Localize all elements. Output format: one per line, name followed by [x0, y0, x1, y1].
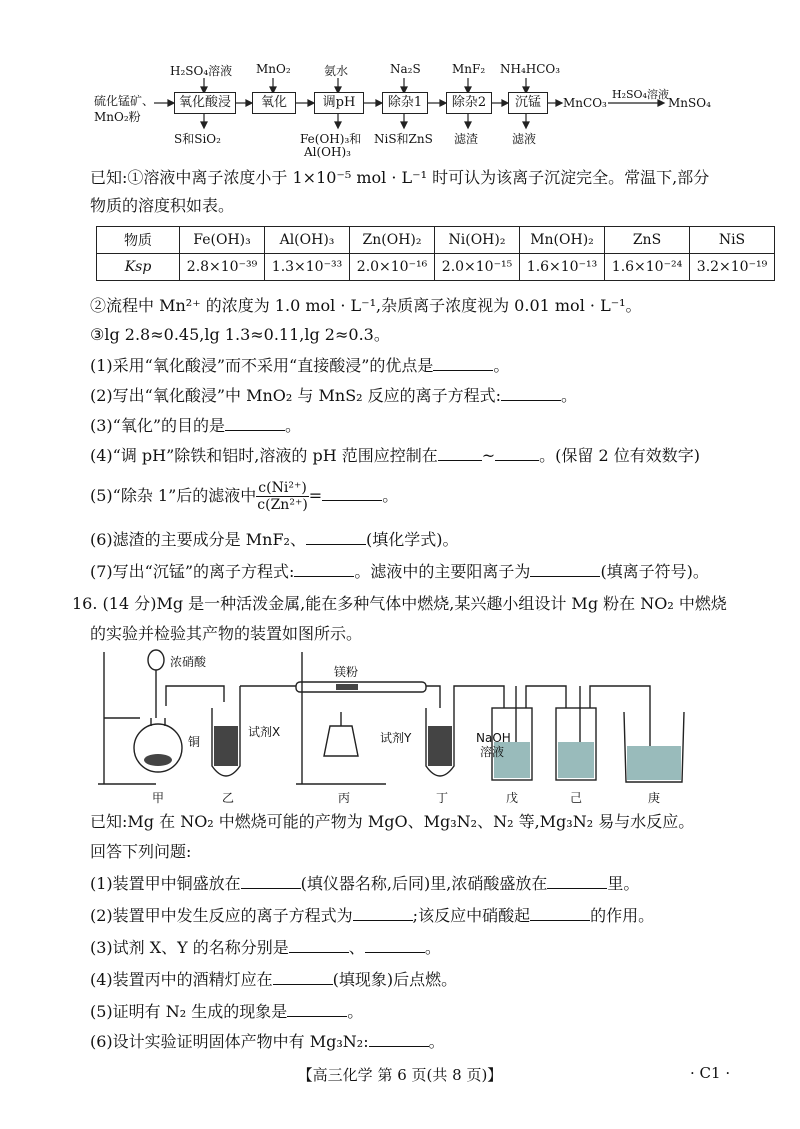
q16-5: (5)证明有 N₂ 生成的现象是 。 [90, 1002, 364, 1021]
label-yi: 乙 [222, 791, 235, 805]
q16-4: (4)装置丙中的酒精灯应在 (填现象)后点燃。 [90, 970, 458, 989]
table-row [97, 254, 775, 281]
mg-powder [336, 684, 358, 690]
label-reagent-x: 试剂X [248, 725, 281, 739]
flow-input-5: MnF₂ [452, 62, 486, 76]
answer-blank[interactable] [365, 938, 425, 953]
label-solution: 溶液 [480, 745, 505, 759]
table-header: 物质 [97, 227, 180, 254]
answer-blank[interactable] [289, 938, 349, 953]
answer-blank[interactable] [294, 562, 354, 577]
q15-1: (1)采用“氧化酸浸”而不采用“直接酸浸”的优点是 。 [90, 356, 510, 375]
q15-3: (3)“氧化”的目的是 。 [90, 416, 302, 435]
flow-input-2: MnO₂ [256, 62, 291, 76]
table-header: NiS [690, 227, 775, 254]
table-cell: 1.6×10⁻¹³ [520, 254, 605, 281]
q16-6: (6)设计实验证明固体产物中有 Mg₃N₂: 。 [90, 1032, 445, 1051]
label-naoh: NaOH [476, 731, 511, 745]
label-copper: 铜 [188, 735, 201, 749]
label-mg-powder: 镁粉 [334, 665, 359, 679]
flow-input-6: NH₄HCO₃ [500, 62, 561, 76]
known-2: ②流程中 Mn²⁺ 的浓度为 1.0 mol · L⁻¹,杂质离子浓度视为 0.01 mol · L⁻¹。 [90, 296, 642, 315]
answer-blank[interactable] [287, 1002, 347, 1017]
answer-blank[interactable] [225, 416, 285, 431]
flow-input-1: H₂SO₄溶液 [170, 64, 233, 78]
answer-blank[interactable] [530, 906, 590, 921]
apparatus-diagram [96, 646, 716, 806]
page-code: · C1 · [690, 1064, 731, 1082]
label-jia: 甲 [152, 791, 165, 805]
known-3: ③lg 2.8≈0.45,lg 1.3≈0.11,lg 2≈0.3。 [90, 325, 390, 344]
q16-known: 已知:Mg 在 NO₂ 中燃烧可能的产物为 MgO、Mg₃N₂、N₂ 等,Mg₃N₂ 易与水反应。 [90, 812, 695, 831]
flow-output-1: S和SiO₂ [174, 132, 221, 146]
table-cell: 1.6×10⁻²⁴ [605, 254, 690, 281]
label-ji: 己 [570, 791, 583, 805]
table-cell: 3.2×10⁻¹⁹ [690, 254, 775, 281]
flow-step-purify2: 除杂2 [446, 92, 492, 114]
label-ding: 丁 [436, 791, 449, 805]
flow-output-6: 滤液 [512, 132, 537, 146]
flow-output-3b: Al(OH)₃ [304, 145, 351, 159]
table-header: Zn(OH)₂ [350, 227, 435, 254]
alcohol-lamp [324, 726, 358, 756]
label-wu: 戊 [506, 791, 519, 805]
q16-2: (2)装置甲中发生反应的离子方程式为 ;该反应中硝酸起 的作用。 [90, 906, 655, 925]
table-header-row [97, 227, 775, 254]
table-header: Al(OH)₃ [265, 227, 350, 254]
flow-start-line1: 硫化锰矿、 [94, 94, 155, 108]
flow-product1: MnCO₃ [563, 96, 607, 110]
label-bing: 丙 [338, 791, 351, 805]
flow-step-purify1: 除杂1 [382, 92, 428, 114]
answer-blank[interactable] [438, 446, 482, 461]
page-footer: 【高三化学 第 6 页(共 8 页)】 [297, 1066, 503, 1084]
q15-4: (4)“调 pH”除铁和铝时,溶液的 pH 范围应控制在 ~ 。(保留 2 位有效数字) [90, 446, 701, 465]
table-cell: 2.0×10⁻¹⁶ [350, 254, 435, 281]
flow-step-oxidize: 氧化 [252, 92, 296, 114]
answer-blank[interactable] [273, 970, 333, 985]
table-cell: 2.0×10⁻¹⁵ [435, 254, 520, 281]
answer-blank[interactable] [495, 446, 539, 461]
answer-blank[interactable] [322, 486, 382, 501]
q15-7: (7)写出“沉锰”的离子方程式: 。滤液中的主要阳离子为 (填离子符号)。 [90, 562, 709, 581]
solution-ji [558, 742, 594, 778]
answer-blank[interactable] [369, 1032, 429, 1047]
flow-output-5: 滤渣 [454, 132, 479, 146]
flow-start-line2: MnO₂粉 [94, 110, 141, 124]
copper-pieces [144, 754, 172, 766]
table-header: Ni(OH)₂ [435, 227, 520, 254]
label-reagent-y: 试剂Y [380, 731, 412, 745]
known-1a: 已知:①溶液中离子浓度小于 1×10⁻⁵ mol · L⁻¹ 时可认为该离子沉淀完全。常温下,部分 [90, 168, 710, 187]
answer-blank[interactable] [501, 386, 561, 401]
q16-3: (3)试剂 X、Y 的名称分别是 、 。 [90, 938, 441, 957]
table-cell: 1.3×10⁻³³ [265, 254, 350, 281]
flow-product2: MnSO₄ [668, 96, 711, 110]
table-cell: 2.8×10⁻³⁹ [180, 254, 265, 281]
answer-blank[interactable] [353, 906, 413, 921]
flow-step-oxidative-leach: 氧化酸浸 [174, 92, 236, 114]
label-geng: 庚 [648, 791, 661, 805]
q16-intro-b: 的实验并检验其产物的装置如图所示。 [90, 624, 363, 643]
q15-2: (2)写出“氧化酸浸”中 MnO₂ 与 MnS₂ 反应的离子方程式: 。 [90, 386, 578, 405]
flow-input-4: Na₂S [390, 62, 421, 76]
label-conc-nitric: 浓硝酸 [170, 655, 207, 669]
solution-geng [627, 746, 681, 780]
answer-blank[interactable] [306, 530, 366, 545]
separatory-funnel [148, 650, 164, 670]
reagent-x-fill [214, 726, 238, 766]
q16-1: (1)装置甲中铜盛放在 (填仪器名称,后同)里,浓硝酸盛放在 里。 [90, 874, 640, 893]
combustion-tube [296, 682, 426, 692]
q16-answer-prompt: 回答下列问题: [90, 842, 192, 861]
table-row-label: Ksp [97, 254, 180, 281]
answer-blank[interactable] [547, 874, 607, 889]
answer-blank[interactable] [433, 356, 493, 371]
answer-blank[interactable] [530, 562, 600, 577]
q15-6: (6)滤渣的主要成分是 MnF₂、 (填化学式)。 [90, 530, 459, 549]
flow-step-adjust-ph: 调pH [314, 92, 364, 114]
flow-step-precipitate-mn: 沉锰 [508, 92, 548, 114]
table-header: Fe(OH)₃ [180, 227, 265, 254]
table-header: ZnS [605, 227, 690, 254]
ksp-table [96, 226, 775, 281]
answer-blank[interactable] [241, 874, 301, 889]
flow-output-4: NiS和ZnS [374, 132, 433, 146]
fraction: $\frac{\text{c(Ni²⁺)}}{\text{c(Zn²⁺)}}$ [257, 480, 308, 513]
flow-input-3: 氨水 [324, 64, 349, 78]
reagent-y-fill [428, 726, 452, 766]
flow-arrow-reagent: H₂SO₄溶液 [612, 88, 669, 101]
table-header: Mn(OH)₂ [520, 227, 605, 254]
q16-intro-a: 16. (14 分)Mg 是一种活泼金属,能在多种气体中燃烧,某兴趣小组设计 Mg 粉在 NO₂ 中燃烧 [72, 594, 727, 613]
flow-output-3: Fe(OH)₃和 [300, 132, 362, 146]
q15-5: (5)“除杂 1”后的滤液中 $\frac{\text{c(Ni²⁺)}}{\text{c(Zn²⁺)}}$ = 。 [90, 480, 399, 513]
known-1b: 物质的溶度积如表。 [90, 196, 235, 215]
